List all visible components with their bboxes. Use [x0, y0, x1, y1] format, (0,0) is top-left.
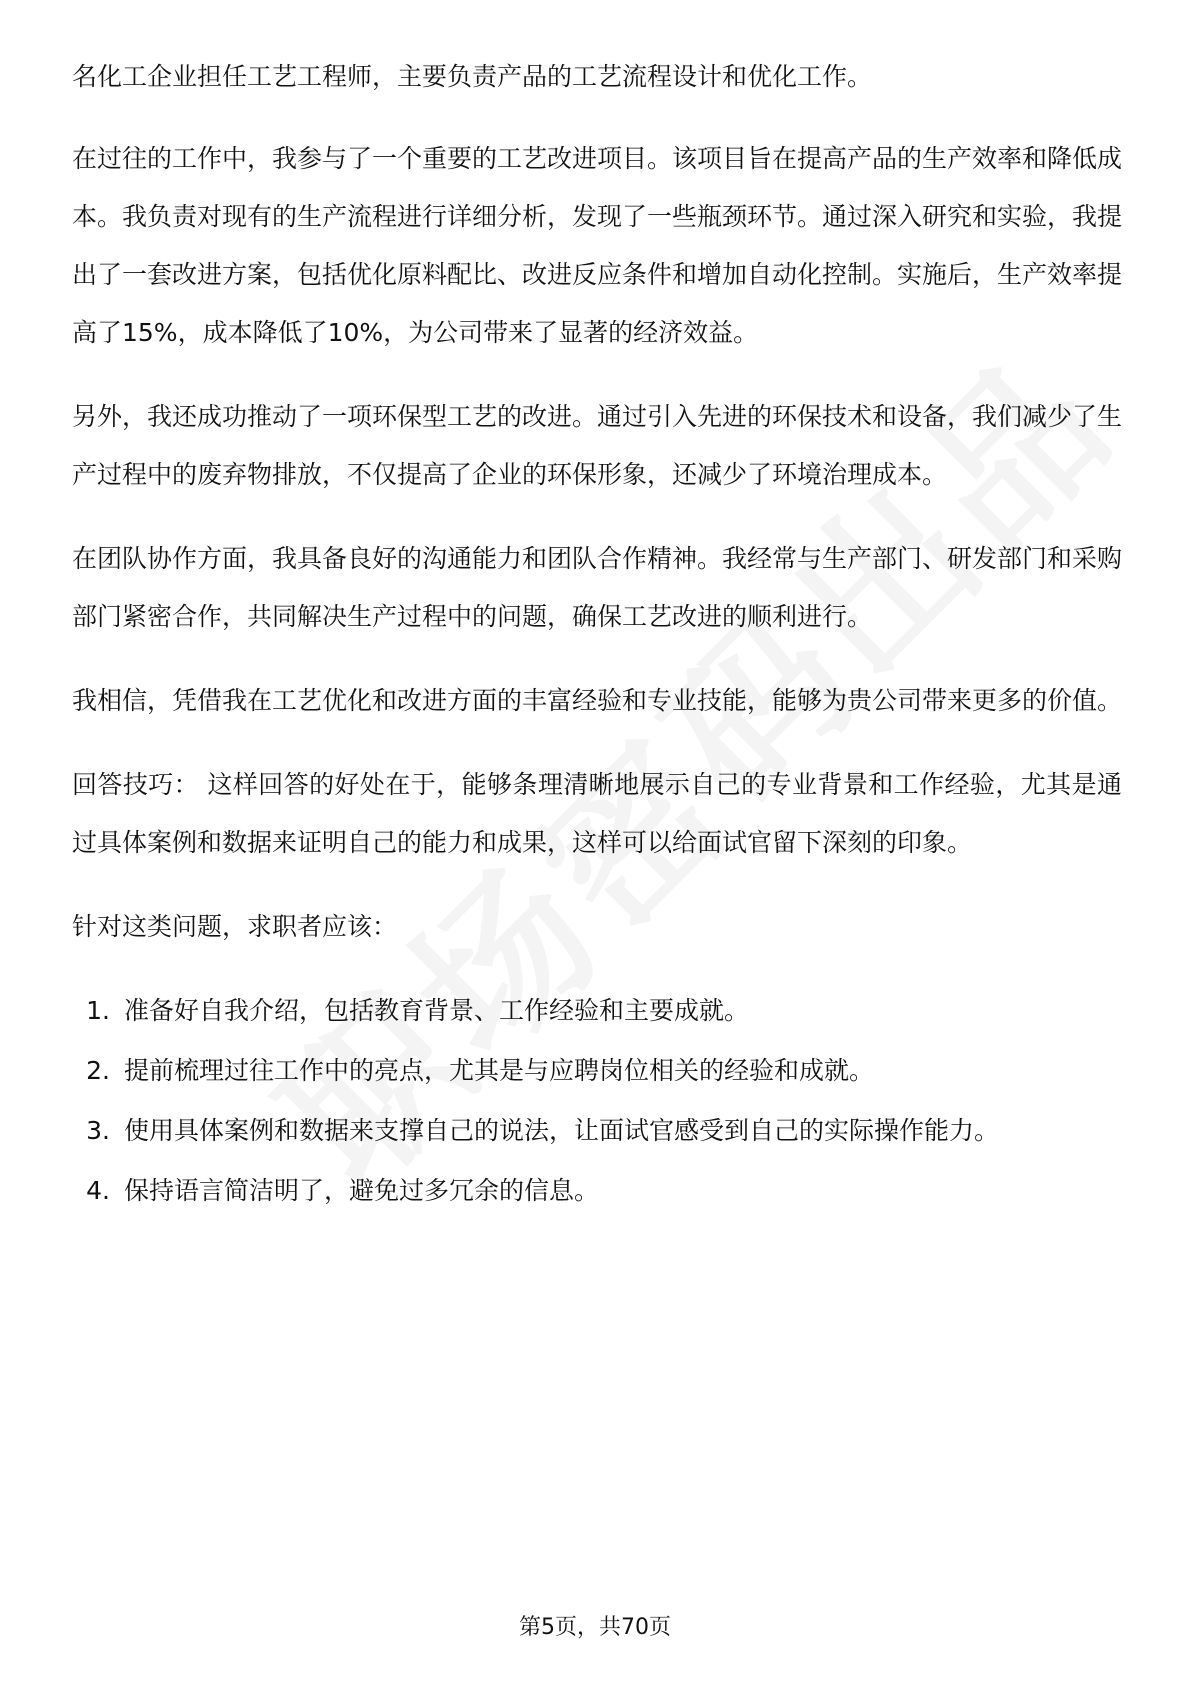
list-item-text: 使用具体案例和数据来支撑自己的说法，让面试官感受到自己的实际操作能力。 — [124, 1116, 1000, 1145]
list-item-number: 3. — [86, 1116, 110, 1145]
document-body — [72, 48, 1122, 1220]
advice-list — [72, 982, 1122, 1220]
page-footer: 第5页，共70页 — [519, 1615, 671, 1640]
paragraph-project: 在过往的工作中，我参与了一个重要的工艺改进项目。该项目旨在提高产品的生产效率和降低成本。我负责对现有的生产流程进行详细分析，发现了一些瓶颈环节。通过深入研究和实验，我提出了一套改进方案，包括优化原料配比、改进反应条件和增加自动化控制。实施后，生产效率提高了15%，成本降低了10%，为公司带来了显著的经济效益。 — [72, 144, 1123, 347]
list-item — [72, 982, 1122, 1040]
paragraph-intro: 名化工企业担任工艺工程师，主要负责产品的工艺流程设计和优化工作。 — [72, 62, 873, 91]
list-item-number: 2. — [86, 1056, 110, 1085]
paragraph-teamwork: 在团队协作方面，我具备良好的沟通能力和团队合作精神。我经常与生产部门、研发部门和采购部门紧密合作，共同解决生产过程中的问题，确保工艺改进的顺利进行。 — [72, 544, 1123, 631]
paragraph-environment: 另外，我还成功推动了一项环保型工艺的改进。通过引入先进的环保技术和设备，我们减少了生产过程中的废弃物排放，不仅提高了企业的环保形象，还减少了环境治理成本。 — [72, 402, 1123, 489]
paragraph-conclusion: 我相信，凭借我在工艺优化和改进方面的丰富经验和专业技能，能够为贵公司带来更多的价值。 — [72, 686, 1123, 715]
list-item — [72, 1102, 1122, 1160]
paragraph-list-intro: 针对这类问题，求职者应该： — [72, 912, 398, 941]
list-item-text: 准备好自我介绍，包括教育背景、工作经验和主要成就。 — [124, 996, 750, 1025]
list-item — [72, 1162, 1122, 1220]
list-item-number: 1. — [86, 996, 110, 1025]
list-item — [72, 1042, 1122, 1100]
list-item-number: 4. — [86, 1176, 110, 1205]
list-item-text: 保持语言简洁明了，避免过多冗余的信息。 — [124, 1176, 600, 1205]
list-item-text: 提前梳理过往工作中的亮点，尤其是与应聘岗位相关的经验和成就。 — [124, 1056, 875, 1085]
paragraph-tips: 回答技巧： 这样回答的好处在于，能够条理清晰地展示自己的专业背景和工作经验，尤其是通过具体案例和数据来证明自己的能力和成果，这样可以给面试官留下深刻的印象。 — [72, 770, 1122, 857]
